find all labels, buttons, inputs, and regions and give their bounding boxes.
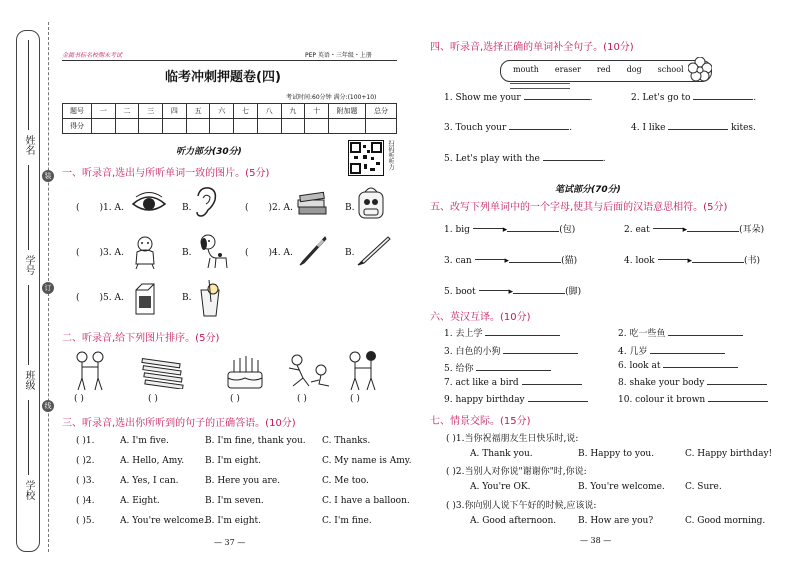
s6-item-8: 8. shake your body: [618, 378, 767, 388]
s7-q2-a: A. You're OK.: [470, 482, 531, 492]
answer-blank[interactable]: [524, 99, 590, 100]
pencil-picture: [355, 234, 391, 268]
answer-blank[interactable]: [708, 401, 768, 402]
series-label: 金属书标名校期末考试: [62, 52, 123, 59]
class-label: 班级: [23, 370, 34, 390]
s3-row-4-c: C. I have a balloon.: [322, 496, 410, 506]
s3-row-1-num: ( )1.: [76, 436, 95, 446]
score-cell[interactable]: [281, 119, 305, 134]
answer-blank[interactable]: [509, 129, 569, 130]
s3-row-3-num: ( )3.: [76, 476, 95, 486]
s1-item-1: ( )1. A.: [76, 203, 124, 213]
guide-line: [510, 88, 570, 89]
answer-blank[interactable]: [509, 262, 561, 263]
arrow-icon: [475, 259, 505, 260]
word-option: eraser: [554, 65, 581, 74]
s2-blank-4[interactable]: ( ): [297, 394, 307, 404]
s1-item-3-b: B.: [182, 248, 192, 258]
score-header: 九: [281, 104, 305, 119]
score-header: 八: [257, 104, 281, 119]
s3-row-3-c: C. Me too.: [322, 476, 369, 486]
section-7-title: 七、情景交际。(15分): [430, 416, 531, 427]
answer-blank[interactable]: [650, 353, 725, 354]
s3-row-1-b: B. I'm fine, thank you.: [205, 436, 306, 446]
qr-caption: 扫码听听力: [387, 140, 394, 170]
flower-icon: [688, 57, 712, 81]
eye-picture: [130, 188, 168, 218]
id-line: [28, 165, 29, 250]
score-row-label: 得分: [63, 119, 92, 134]
listening-label: 听力部分(30分): [176, 147, 242, 157]
s1-item-5: ( )5. A.: [76, 293, 124, 303]
score-header: 十: [305, 104, 329, 119]
arrow-icon: [479, 290, 509, 291]
s5-item-5: 5. boot ▸ (脚): [444, 287, 582, 297]
score-cell[interactable]: [210, 119, 234, 134]
score-row-label: 题号: [63, 104, 92, 119]
s3-row-2-c: C. My name is Amy.: [322, 456, 412, 466]
s4-sentence-3: 3. Touch your .: [444, 123, 573, 133]
section-4-title: 四、听录音,选择正确的单词补全句子。(10分): [430, 42, 634, 53]
s3-row-4-num: ( )4.: [76, 496, 95, 506]
answer-blank[interactable]: [663, 367, 738, 368]
s7-q2-b: B. You're welcome.: [578, 482, 665, 492]
two-people-picture: [345, 350, 381, 392]
s4-sentence-2: 2. Let's go to .: [631, 93, 757, 103]
s7-q1-b: B. Happy to you.: [578, 449, 655, 459]
answer-blank[interactable]: [543, 160, 603, 161]
section-5-title: 五、改写下列单词中的一个字母,使其与后面的汉语意思相符。(5分): [430, 202, 728, 213]
s3-row-4-a: A. Eight.: [120, 496, 160, 506]
name-line: [28, 40, 29, 130]
section-1-title: 一、听录音,选出与所听单词一致的图片。(5分): [62, 168, 270, 179]
score-header: 七: [234, 104, 258, 119]
baby-picture: [130, 234, 160, 270]
milk-picture: [130, 282, 160, 316]
section-3-title: 三、听录音,选出你所听到的句子的正确答语。(10分): [62, 418, 296, 429]
answer-blank[interactable]: [513, 293, 565, 294]
writing-label: 笔试部分(70分): [555, 185, 621, 195]
answer-blank[interactable]: [707, 384, 767, 385]
s4-sentence-4: 4. I like kites.: [631, 123, 756, 133]
score-table: [62, 103, 397, 134]
s6-item-10: 10. colour it brown: [618, 395, 768, 405]
s7-q1-a: A. Thank you.: [470, 449, 533, 459]
header-rule: [62, 60, 397, 61]
s5-item-4: 4. look ▸ (书): [624, 256, 761, 266]
page-number-left: — 37 —: [214, 538, 246, 547]
s5-item-3: 3. can ▸ (猫): [444, 256, 578, 266]
answer-blank[interactable]: [476, 370, 551, 371]
s6-item-2: 2. 吃一些鱼: [618, 326, 743, 339]
s7-q1: ( )1.当你祝福朋友生日快乐时,说:: [446, 434, 579, 444]
school-line: [28, 400, 29, 475]
s6-item-6: 6. look at: [618, 361, 738, 371]
s2-blank-5[interactable]: ( ): [350, 394, 360, 404]
answer-blank[interactable]: [507, 231, 559, 232]
s7-q2: ( )2.当别人对你说"谢谢你"时,你说:: [446, 467, 587, 477]
s6-item-9: 9. happy birthday: [444, 395, 588, 405]
s4-sentence-1: 1. Show me your .: [444, 93, 593, 103]
score-header: 附加题: [329, 104, 366, 119]
binding-mark: 装: [42, 170, 54, 182]
answer-blank[interactable]: [503, 353, 578, 354]
score-cell[interactable]: [139, 119, 163, 134]
edition-label: PEP 英语・三年级・上册: [305, 52, 372, 59]
s7-q2-c: C. Sure.: [685, 482, 722, 492]
s3-row-5-b: B. I'm eight.: [205, 516, 261, 526]
s3-row-5-a: A. You're welcome.: [120, 516, 207, 526]
s3-row-5-c: C. I'm fine.: [322, 516, 372, 526]
pen-picture: [295, 234, 329, 268]
score-cell[interactable]: [366, 119, 397, 134]
binding-mark: 订: [42, 282, 54, 294]
score-header: 四: [163, 104, 187, 119]
page-number-right: — 38 —: [580, 536, 612, 545]
s3-row-2-num: ( )2.: [76, 456, 95, 466]
score-header: 六: [210, 104, 234, 119]
arrow-icon: [473, 228, 503, 229]
s6-item-3: 3. 白色的小狗: [444, 344, 578, 357]
s7-q3-b: B. How are you?: [578, 516, 654, 526]
score-header: 五: [186, 104, 210, 119]
s3-row-3-b: B. Here you are.: [205, 476, 281, 486]
class-line: [28, 285, 29, 365]
s3-row-2-a: A. Hello, Amy.: [120, 456, 185, 466]
score-header: 总分: [366, 104, 397, 119]
score-cell[interactable]: [234, 119, 258, 134]
binding-mark: 线: [42, 400, 54, 412]
ear-picture: [192, 186, 218, 220]
section-6-title: 六、英汉互译。(10分): [430, 312, 531, 323]
id-label: 学号: [23, 255, 34, 275]
name-label: 姓名: [23, 135, 34, 155]
arrow-icon: [653, 228, 683, 229]
s1-item-3: ( )3. A.: [76, 248, 124, 258]
s7-q1-c: C. Happy birthday!: [685, 449, 773, 459]
s1-item-4: ( )4. A.: [245, 248, 293, 258]
crayons-picture: [140, 357, 186, 389]
answer-blank[interactable]: [692, 262, 744, 263]
answer-blank[interactable]: [528, 401, 588, 402]
juice-picture: [197, 280, 223, 318]
page-title: 临考冲刺押题卷(四): [165, 70, 281, 85]
word-option: mouth: [513, 65, 539, 74]
s2-blank-3[interactable]: ( ): [230, 394, 240, 404]
s1-item-2-b: B.: [345, 203, 355, 213]
score-cell[interactable]: [186, 119, 210, 134]
two-kids-picture: [70, 350, 110, 392]
score-cell[interactable]: [92, 119, 116, 134]
s2-blank-2[interactable]: ( ): [148, 394, 158, 404]
answer-blank[interactable]: [693, 99, 753, 100]
arrow-icon: [658, 259, 688, 260]
s7-q3-a: A. Good afternoon.: [470, 516, 557, 526]
answer-blank[interactable]: [668, 129, 728, 130]
answer-blank[interactable]: [485, 335, 560, 336]
s3-row-1-c: C. Thanks.: [322, 436, 371, 446]
score-header: 二: [115, 104, 139, 119]
s6-item-5: 5. 给你: [444, 361, 551, 374]
cake-picture: [222, 350, 268, 392]
answer-blank[interactable]: [522, 384, 582, 385]
score-cell[interactable]: [163, 119, 187, 134]
answer-blank[interactable]: [668, 335, 743, 336]
score-cell[interactable]: [115, 119, 139, 134]
s3-row-3-a: A. Yes, I can.: [120, 476, 179, 486]
s6-item-4: 4. 几岁: [618, 344, 725, 357]
books-picture: [295, 186, 329, 218]
section-2-title: 二、听录音,给下列图片排序。(5分): [62, 333, 220, 344]
s5-item-2: 2. eat ▸ (耳朵): [624, 225, 765, 235]
s6-item-7: 7. act like a bird: [444, 378, 582, 388]
s1-item-1-b: B.: [182, 203, 192, 213]
dog-picture: [196, 232, 232, 270]
s4-sentence-5: 5. Let's play with the .: [444, 154, 606, 164]
score-cell[interactable]: [329, 119, 366, 134]
s5-item-1: 1. big ▸ (包): [444, 225, 576, 235]
word-option: dog: [626, 65, 642, 74]
word-option: school: [657, 65, 684, 74]
s7-q3: ( )3.你向别人说下午好的时候,应该说:: [446, 501, 597, 511]
s3-row-1-a: A. I'm five.: [120, 436, 169, 446]
s1-item-2: ( )2. A.: [245, 203, 293, 213]
exam-info: 考试时间:60分钟 满分:(100+10): [286, 94, 377, 101]
s3-row-2-b: B. I'm eight.: [205, 456, 261, 466]
answer-blank[interactable]: [687, 231, 739, 232]
s3-row-4-b: B. I'm seven.: [205, 496, 264, 506]
score-cell[interactable]: [305, 119, 329, 134]
s1-item-5-b: B.: [182, 293, 192, 303]
score-cell[interactable]: [257, 119, 281, 134]
s3-row-5-num: ( )5.: [76, 516, 95, 526]
word-bank: [500, 60, 712, 82]
school-label: 学校: [23, 480, 34, 500]
score-header: 一: [92, 104, 116, 119]
s6-item-1: 1. 去上学: [444, 326, 560, 339]
guide-line: [510, 83, 570, 84]
qr-code[interactable]: [348, 140, 384, 176]
score-header: 三: [139, 104, 163, 119]
s1-item-4-b: B.: [345, 248, 355, 258]
schoolbag-picture: [355, 184, 387, 220]
s7-q3-c: C. Good morning.: [685, 516, 766, 526]
kids-playing-picture: [285, 352, 335, 390]
s2-blank-1[interactable]: ( ): [74, 394, 84, 404]
word-option: red: [596, 65, 611, 74]
